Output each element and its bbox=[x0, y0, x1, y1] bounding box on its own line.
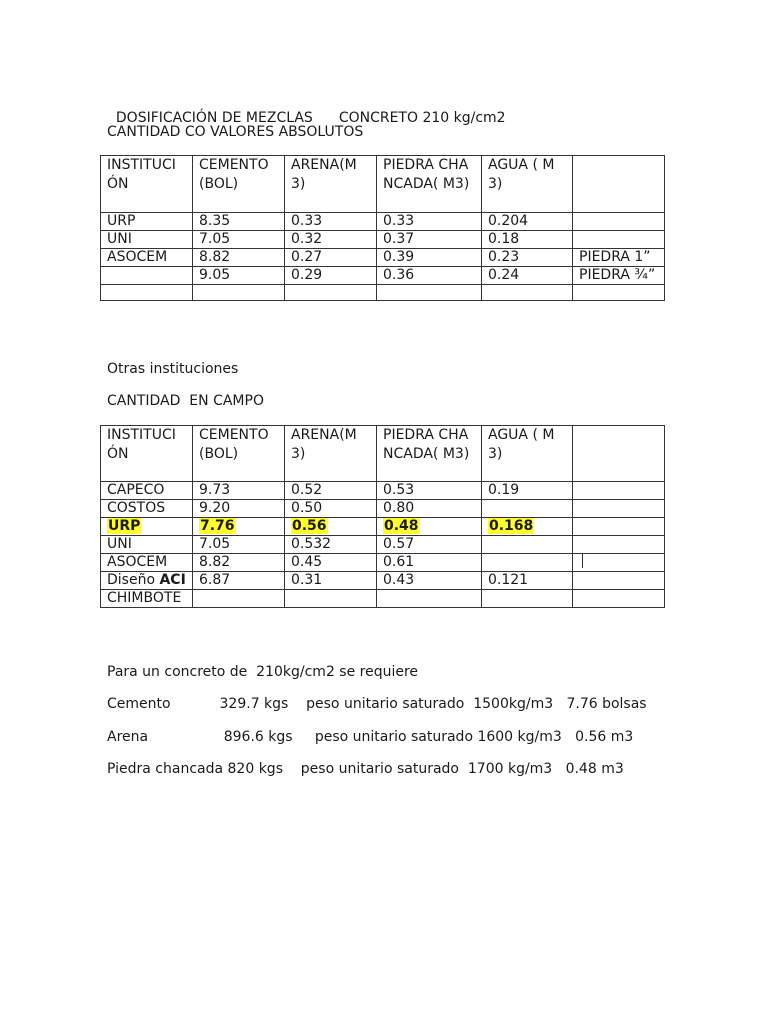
table-cell: 8.82 bbox=[193, 249, 285, 267]
table-cell bbox=[101, 518, 193, 536]
table-cell: 0.61 bbox=[377, 554, 482, 572]
header-extra bbox=[573, 156, 665, 213]
table-cell bbox=[285, 518, 377, 536]
table-cell: 0.43 bbox=[377, 572, 482, 590]
table-header-row bbox=[101, 426, 665, 482]
table-cell: CHIMBOTE bbox=[101, 590, 193, 608]
table-cell: CAPECO bbox=[101, 482, 193, 500]
table-cell bbox=[573, 554, 665, 572]
table-cell: 0.29 bbox=[285, 267, 377, 285]
table-cell: 0.53 bbox=[377, 482, 482, 500]
table-cell bbox=[482, 518, 573, 536]
requirement-line-arena: Arena 896.6 kgs peso unitario saturado 1600 kg/m3 0.56 m3 bbox=[107, 729, 634, 745]
subtitle-absolute-values: CANTIDAD CO VALORES ABSOLUTOS bbox=[107, 124, 364, 140]
table-cell: 0.50 bbox=[285, 500, 377, 518]
table-row bbox=[101, 482, 665, 500]
table-cell: 0.37 bbox=[377, 231, 482, 249]
header-piedra: PIEDRA CHANCADA( M3) bbox=[377, 426, 482, 482]
table-cell bbox=[482, 536, 573, 554]
table-cell bbox=[193, 518, 285, 536]
table-cell: 6.87 bbox=[193, 572, 285, 590]
document-title bbox=[107, 91, 506, 127]
table-cell: 0.36 bbox=[377, 267, 482, 285]
title-left: DOSIFICACIÓN DE MEZCLAS bbox=[115, 110, 313, 126]
table-cell bbox=[573, 231, 665, 249]
table-row bbox=[101, 213, 665, 231]
table-cell bbox=[285, 590, 377, 608]
table-cell: 9.05 bbox=[193, 267, 285, 285]
table-cell: 7.05 bbox=[193, 231, 285, 249]
table-cell bbox=[101, 267, 193, 285]
table-cell bbox=[193, 285, 285, 301]
subtitle-field-quantity: CANTIDAD EN CAMPO bbox=[107, 393, 264, 409]
table-cell bbox=[482, 590, 573, 608]
table-row bbox=[101, 249, 665, 267]
highlighted-text: 0.168 bbox=[489, 518, 534, 534]
table-cell: 0.39 bbox=[377, 249, 482, 267]
table-cell: 0.33 bbox=[377, 213, 482, 231]
header-agua: AGUA ( M3) bbox=[482, 426, 573, 482]
table-cell: URP bbox=[101, 213, 193, 231]
table-cell bbox=[101, 572, 193, 590]
table-cell: 0.31 bbox=[285, 572, 377, 590]
absolute-values-table bbox=[100, 155, 665, 301]
table-cell: 7.05 bbox=[193, 536, 285, 554]
table-cell bbox=[573, 213, 665, 231]
aci-label: ACI bbox=[159, 572, 186, 588]
table-cell: 0.52 bbox=[285, 482, 377, 500]
requirements-intro: Para un concreto de 210kg/cm2 se requiere bbox=[107, 664, 419, 680]
table-row bbox=[101, 500, 665, 518]
table-cell: 8.82 bbox=[193, 554, 285, 572]
table-cell: COSTOS bbox=[101, 500, 193, 518]
table-cell bbox=[193, 590, 285, 608]
table-cell: 0.121 bbox=[482, 572, 573, 590]
table-cell bbox=[482, 285, 573, 301]
table-cell: 0.80 bbox=[377, 500, 482, 518]
table-cell: 0.45 bbox=[285, 554, 377, 572]
table-row bbox=[101, 267, 665, 285]
table-row bbox=[101, 572, 665, 590]
table-cell: PIEDRA 1” bbox=[573, 249, 665, 267]
header-cemento: CEMENTO (BOL) bbox=[193, 426, 285, 482]
table-cell: 9.20 bbox=[193, 500, 285, 518]
header-agua: AGUA ( M3) bbox=[482, 156, 573, 213]
table-cell: 0.32 bbox=[285, 231, 377, 249]
table-cell: 0.24 bbox=[482, 267, 573, 285]
header-institucion: INSTITUCIÓN bbox=[101, 426, 193, 482]
header-extra bbox=[573, 426, 665, 482]
table-cell: UNI bbox=[101, 231, 193, 249]
table-cell: 0.33 bbox=[285, 213, 377, 231]
table-cell bbox=[101, 285, 193, 301]
table-cell bbox=[377, 518, 482, 536]
header-piedra: PIEDRA CHANCADA( M3) bbox=[377, 156, 482, 213]
text-cursor bbox=[582, 554, 583, 568]
requirement-line-cemento: Cemento 329.7 kgs peso unitario saturado 1500kg/m3 7.76 bolsas bbox=[107, 696, 647, 712]
header-cemento: CEMENTO (BOL) bbox=[193, 156, 285, 213]
table-row-highlighted bbox=[101, 518, 665, 536]
table-cell: 0.27 bbox=[285, 249, 377, 267]
table-row bbox=[101, 554, 665, 572]
table-cell: 8.35 bbox=[193, 213, 285, 231]
table-cell bbox=[573, 482, 665, 500]
table-cell: 0.18 bbox=[482, 231, 573, 249]
table-cell bbox=[482, 554, 573, 572]
table-cell bbox=[482, 500, 573, 518]
table-cell bbox=[377, 590, 482, 608]
requirement-line-piedra: Piedra chancada 820 kgs peso unitario saturado 1700 kg/m3 0.48 m3 bbox=[107, 761, 624, 777]
table-row bbox=[101, 536, 665, 554]
table-cell: 0.204 bbox=[482, 213, 573, 231]
table-cell: 0.57 bbox=[377, 536, 482, 554]
table-cell: 0.532 bbox=[285, 536, 377, 554]
header-arena: ARENA(M3) bbox=[285, 156, 377, 213]
highlighted-text: URP bbox=[108, 518, 141, 534]
other-institutions-heading: Otras instituciones bbox=[107, 361, 239, 377]
table-row bbox=[101, 590, 665, 608]
table-cell bbox=[573, 285, 665, 301]
table-header-row bbox=[101, 156, 665, 213]
highlighted-text: 0.48 bbox=[384, 518, 419, 534]
highlighted-text: 0.56 bbox=[292, 518, 327, 534]
table-row bbox=[101, 285, 665, 301]
table-cell bbox=[573, 590, 665, 608]
header-institucion: INSTITUCIÓN bbox=[101, 156, 193, 213]
table-cell: 0.23 bbox=[482, 249, 573, 267]
table-cell: ASOCEM bbox=[101, 554, 193, 572]
title-right: CONCRETO 210 kg/cm2 bbox=[338, 110, 506, 126]
highlighted-text: 7.76 bbox=[200, 518, 235, 534]
header-arena: ARENA(M3) bbox=[285, 426, 377, 482]
table-cell bbox=[573, 500, 665, 518]
table-row bbox=[101, 231, 665, 249]
table-cell bbox=[377, 285, 482, 301]
table-cell: 0.19 bbox=[482, 482, 573, 500]
table-cell bbox=[573, 536, 665, 554]
diseno-label: Diseño bbox=[107, 572, 156, 588]
table-cell: 9.73 bbox=[193, 482, 285, 500]
table-cell: UNI bbox=[101, 536, 193, 554]
table-cell bbox=[573, 518, 665, 536]
table-cell bbox=[573, 572, 665, 590]
field-quantity-table bbox=[100, 425, 665, 608]
table-cell: ASOCEM bbox=[101, 249, 193, 267]
table-cell: PIEDRA ¾” bbox=[573, 267, 665, 285]
table-cell bbox=[285, 285, 377, 301]
